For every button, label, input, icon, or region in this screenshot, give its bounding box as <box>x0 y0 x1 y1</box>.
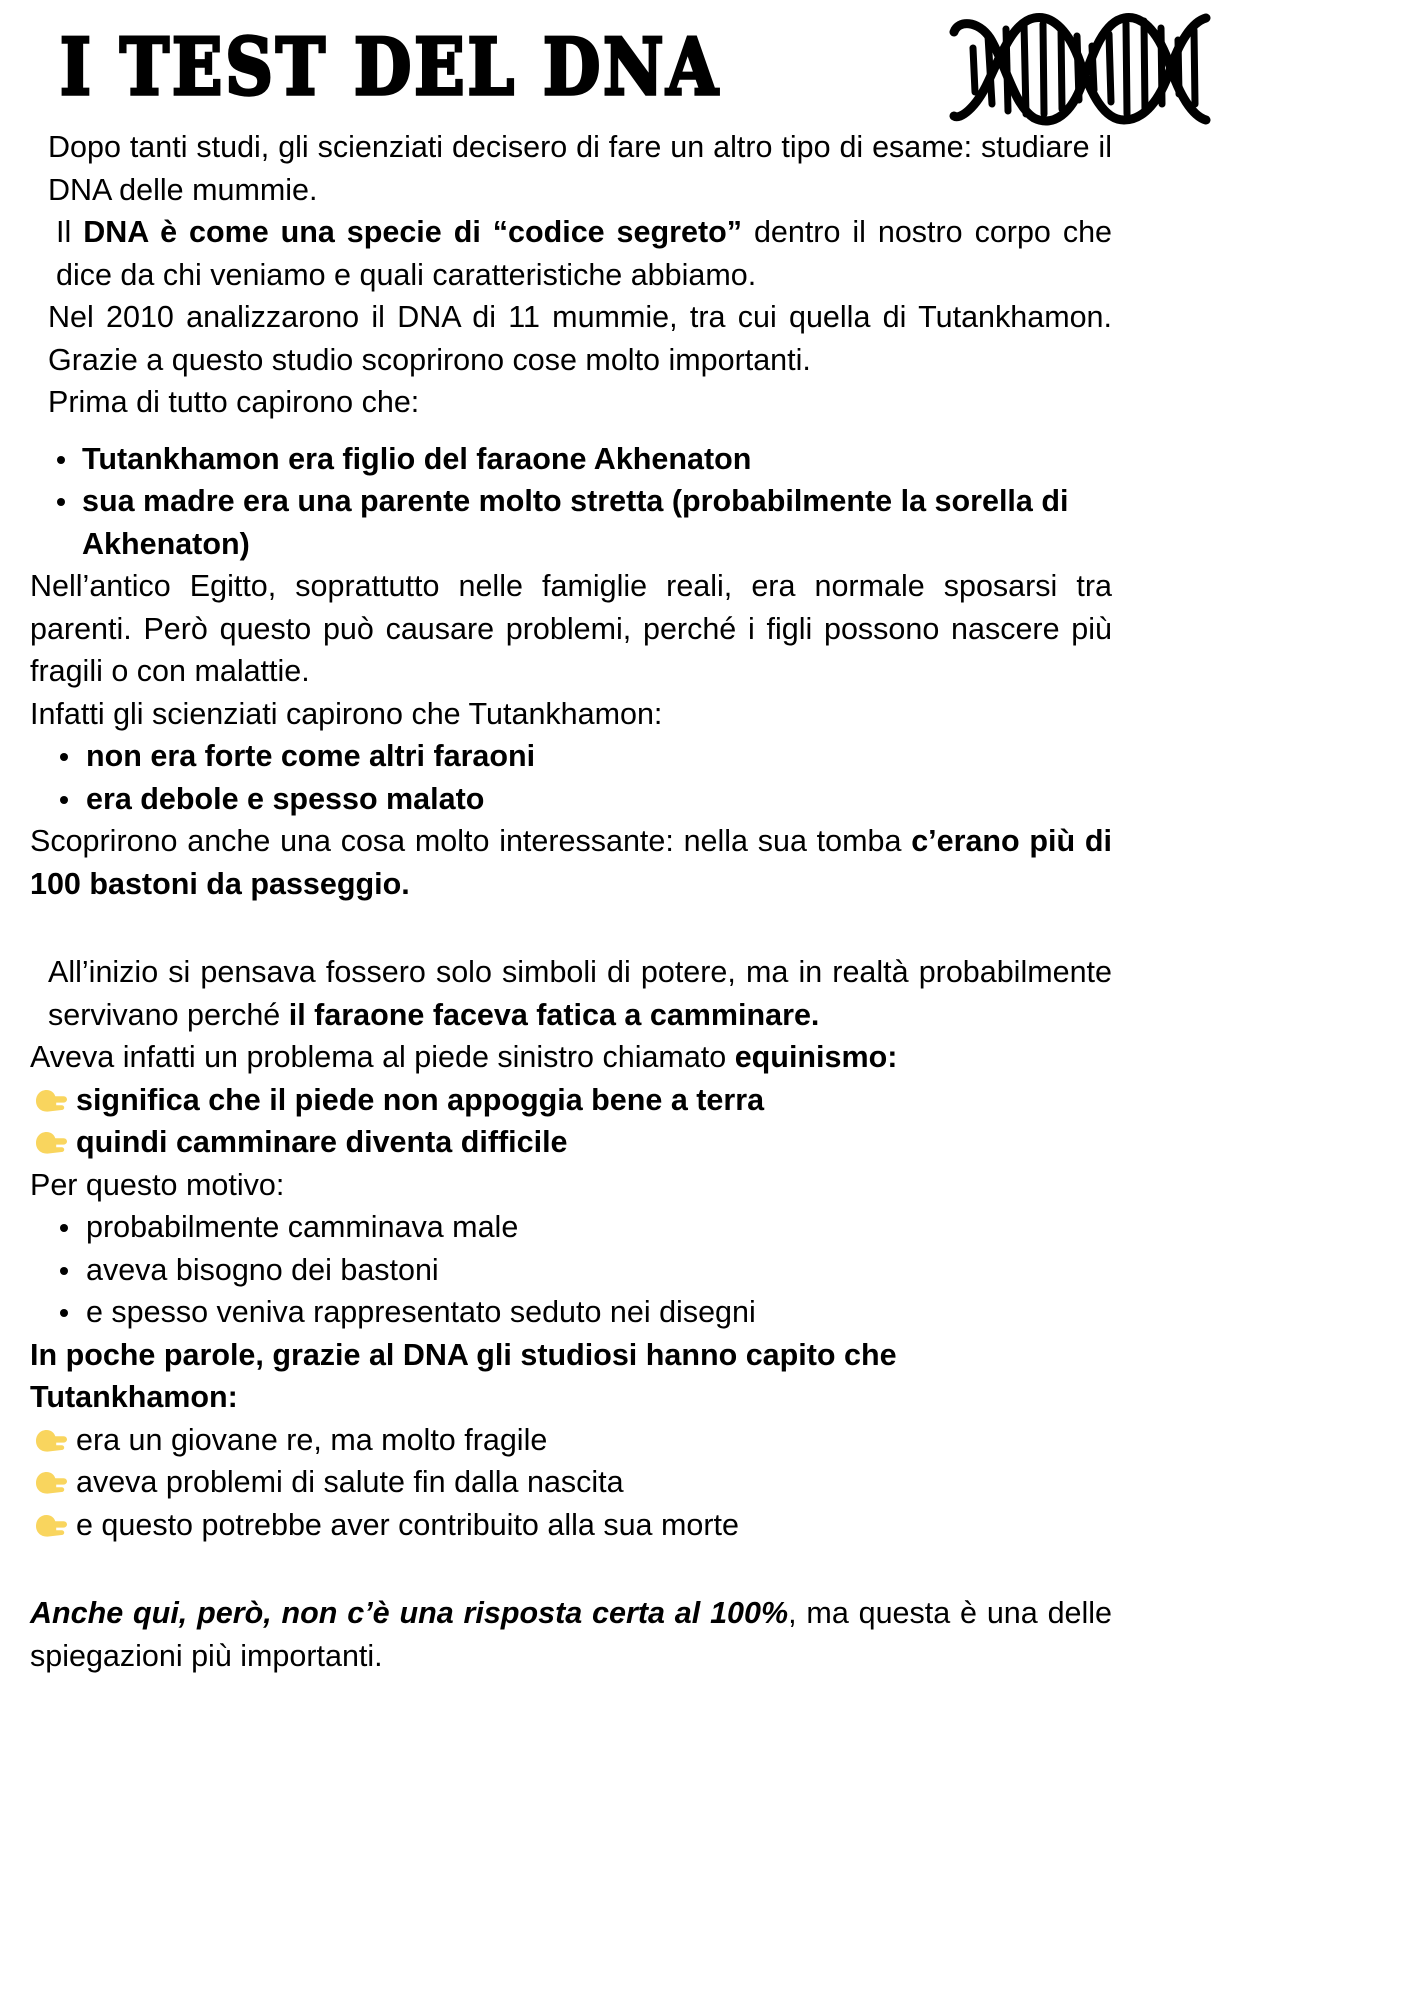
spacer <box>30 905 1112 951</box>
text-tail: , ma questa è una delle spiegazioni più importanti. <box>30 1596 1113 1673</box>
bullet-dot-icon <box>60 1267 68 1275</box>
pointing-right-hand-icon <box>34 1428 68 1454</box>
text-tail: dentro il nostro corpo che dice da chi veniamo e quali caratteristiche abbiamo. <box>56 215 1112 292</box>
spacer <box>30 424 1112 438</box>
pointer-line <box>30 1461 1112 1504</box>
list-item-label: e spesso veniva rappresentato seduto nei disegni <box>86 1295 756 1329</box>
bullet-dot-icon <box>60 1224 68 1232</box>
pointer-line-label: era un giovane re, ma molto fragile <box>76 1422 548 1457</box>
list-item-label: sua madre era una parente molto stretta (probabilmente la sorella di Akhenaton) <box>82 484 1069 561</box>
list-item-label: probabilmente camminava male <box>86 1210 519 1244</box>
document-body <box>30 126 1112 1677</box>
pointing-right-hand-icon <box>34 1470 68 1496</box>
list-item <box>30 1249 1112 1292</box>
paragraph-for-this-reason: Per questo motivo: <box>30 1167 285 1202</box>
list-item-label: Tutankhamon era figlio del faraone Akhenaton <box>82 441 752 476</box>
list-consequences <box>30 1206 1112 1334</box>
pointer-line-label: aveva problemi di salute fin dalla nascita <box>76 1465 624 1499</box>
pointing-right-hand-icon <box>34 1130 68 1156</box>
text-lead: Il <box>56 215 84 249</box>
paragraph-royal-marriages: Nell’antico Egitto, soprattutto nelle famiglie reali, era normale sposarsi tra parenti. Però questo può causare problemi, perché i figli possono nascere più fragili o con malattie. <box>30 569 1112 688</box>
list-health-findings <box>30 735 1112 820</box>
pointer-line <box>30 1419 1112 1462</box>
paragraph-conclusion <box>30 1592 1112 1677</box>
pointer-line <box>30 1079 1112 1122</box>
list-item <box>30 735 1112 778</box>
bullet-dot-icon <box>57 498 65 506</box>
spacer <box>30 1546 1112 1592</box>
bullet-dot-icon <box>60 753 68 761</box>
bullet-dot-icon <box>60 1309 68 1317</box>
list-item-label: non era forte come altri faraoni <box>86 739 536 773</box>
page-title: I TEST DEL DNA <box>60 20 721 113</box>
list-item-label: aveva bisogno dei bastoni <box>86 1252 439 1287</box>
text-bold-italic: Anche qui, però, non c’è una risposta certa al 100% <box>30 1596 789 1630</box>
list-first-findings <box>30 438 1112 566</box>
text-lead: Aveva infatti un problema al piede sinistro chiamato <box>30 1040 735 1074</box>
text-lead: All’inizio si pensava fossero solo simboli di potere, ma in realtà probabilmente servivano perché <box>48 955 1112 1032</box>
document-header <box>0 0 1414 126</box>
paragraph-summary-heading <box>30 1334 1112 1419</box>
list-item <box>30 480 1112 565</box>
paragraph-scientists-understood: Infatti gli scienziati capirono che Tutankhamon: <box>30 696 663 731</box>
paragraph-power-symbols <box>30 951 1112 1036</box>
text-bold: DNA è come una specie di “codice segreto” <box>83 215 742 249</box>
pointer-line-label: significa che il piede non appoggia bene a terra <box>76 1082 765 1117</box>
list-item <box>30 1206 1112 1249</box>
paragraph-dna-definition <box>30 211 1112 296</box>
pointer-line <box>30 1121 1112 1164</box>
paragraph-first-findings-lead: Prima di tutto capirono che: <box>48 385 420 419</box>
text-bold: In poche parole, grazie al DNA gli studiosi hanno capito che Tutankhamon: <box>30 1337 897 1414</box>
text-bold: c’erano più di 100 bastoni da passeggio. <box>30 824 1113 901</box>
paragraph-walking-sticks <box>30 820 1112 905</box>
bullet-dot-icon <box>57 456 65 464</box>
paragraph-equinism <box>30 1036 1112 1079</box>
dna-double-helix-icon <box>948 8 1212 130</box>
paragraph-intro: Dopo tanti studi, gli scienziati decisero di fare un altro tipo di esame: studiare il DNA delle mummie. <box>48 130 1112 207</box>
list-item-label: era debole e spesso malato <box>86 781 485 816</box>
pointer-line-label: quindi camminare diventa difficile <box>76 1125 568 1159</box>
pointing-right-hand-icon <box>34 1513 68 1539</box>
pointer-line <box>30 1504 1112 1547</box>
list-item <box>30 1291 1112 1334</box>
list-item <box>30 438 1112 481</box>
text-bold: il faraone faceva fatica a camminare. <box>288 997 820 1032</box>
bullet-dot-icon <box>60 796 68 804</box>
text-lead: Scoprirono anche una cosa molto interessante: nella sua tomba <box>30 824 912 858</box>
pointer-line-label: e questo potrebbe aver contribuito alla sua morte <box>76 1507 739 1542</box>
pointing-right-hand-icon <box>34 1088 68 1114</box>
paragraph-2010-study: Nel 2010 analizzarono il DNA di 11 mummie, tra cui quella di Tutankhamon. Grazie a questo studio scoprirono cose molto importanti. <box>48 300 1112 377</box>
text-bold: equinismo: <box>734 1040 898 1074</box>
list-item <box>30 778 1112 821</box>
